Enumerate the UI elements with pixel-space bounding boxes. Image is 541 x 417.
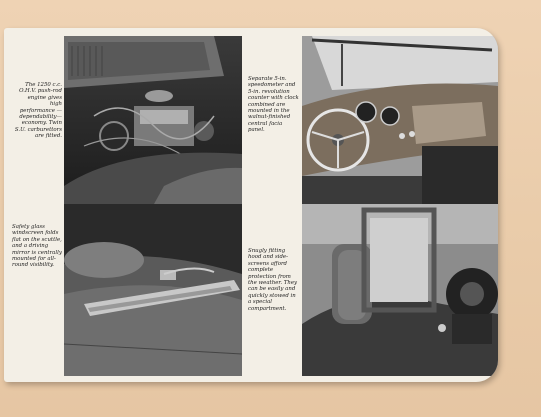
brochure-sheet [4, 28, 498, 382]
folded-hood-photo [302, 204, 498, 376]
dashboard-caption: Separate 5-in. speedometer and 5-in. revolution counter with clock combined are mounted in the walnut-finished central facia panel. [248, 76, 299, 134]
hood-caption: Snugly fitting hood and side-screens afford complete protection from the weather. They can be easily and quickly stowed in a special compartment. [248, 248, 298, 312]
windscreen-caption: Safety glass windscreen folds flat on the scuttle, and a driving mirror is centrally mounted for all-round visibility. [12, 224, 62, 269]
folded-windscreen-photo [64, 204, 242, 376]
engine-caption: The 1250 c.c. O.H.V. push-rod engine gives high performance —dependability—economy. Twin S.U. carburettors are fitted. [14, 82, 62, 140]
dashboard-photo [302, 36, 498, 204]
engine-bay-photo [64, 36, 242, 204]
